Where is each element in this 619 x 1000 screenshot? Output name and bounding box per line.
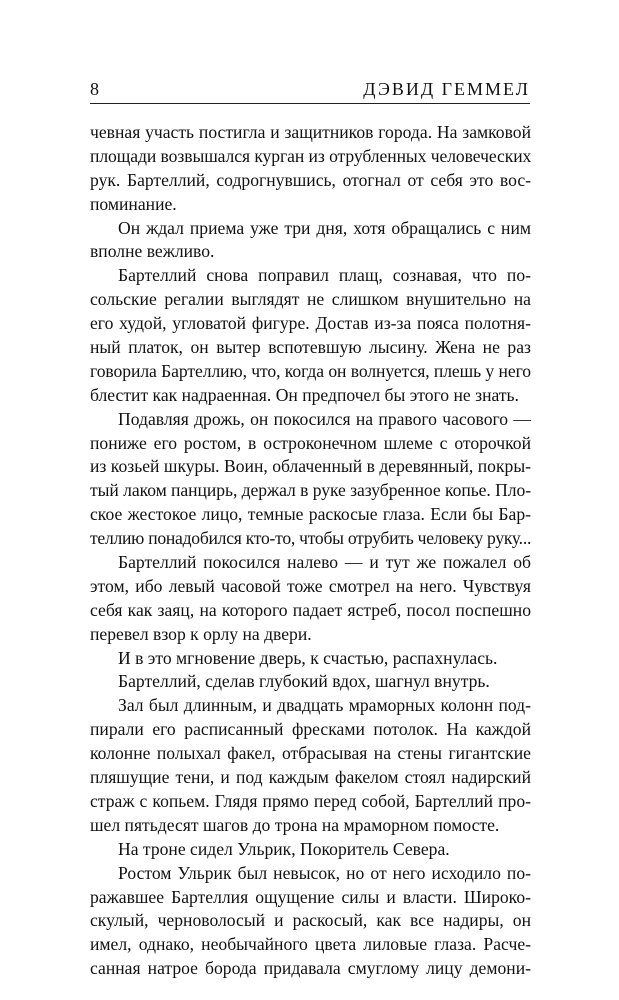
text-line: Ростом Ульрик был невысок, но от него исходило по- bbox=[118, 862, 531, 883]
text-line: Зал был длинным, и двадцать мраморных колонн под- bbox=[118, 695, 531, 716]
running-head-author: ДЭВИД ГЕММЕЛ bbox=[363, 79, 530, 99]
text-line: Бартеллий покосился налево — и тут же пожалел об bbox=[118, 552, 531, 573]
text-line: блестит как надраенная. Он предпочел бы этого не знать. bbox=[90, 384, 519, 405]
text-line: санная натрое борода придавала смуглому лицу демони- bbox=[90, 958, 531, 979]
text-line: ражавшее Бартеллия ощущение силы и власти. Широко- bbox=[90, 886, 531, 907]
text-line: его худой, угловатой фигуре. Достав из-за пояса полотня- bbox=[90, 313, 531, 334]
text-line: тый лаком панцирь, держал в руке зазубренное копье. Пло- bbox=[90, 480, 532, 501]
body-text bbox=[90, 121, 531, 981]
text-line: На троне сидел Ульрик, Покоритель Севера. bbox=[118, 838, 450, 859]
text-line: рук. Бартеллий, содрогнувшись, отогнал от себя это вос- bbox=[90, 169, 531, 190]
text-line: поминание. bbox=[90, 193, 177, 214]
page-header bbox=[90, 78, 530, 106]
page-number: 8 bbox=[90, 79, 99, 99]
text-line: себя как заяц, на которого падает ястреб, посол поспешно bbox=[90, 599, 531, 620]
text-line: вполне вежливо. bbox=[90, 241, 215, 262]
text-line: имел, однако, необычайного цвета лиловые глаза. Расче- bbox=[90, 934, 531, 955]
text-line: страж с копьем. Глядя прямо перед собой, Бартеллий про- bbox=[90, 790, 531, 811]
text-line: скулый, черноволосый и раскосый, как все надиры, он bbox=[90, 910, 531, 931]
text-line: И в это мгновение дверь, к счастью, распахнулась. bbox=[118, 647, 498, 668]
text-line: этом, ибо левый часовой тоже смотрел на него. Чувствуя bbox=[90, 575, 531, 596]
text-line: шел пятьдесят шагов до трона на мраморном помосте. bbox=[90, 814, 500, 835]
text-line: ный платок, он вытер вспотевшую лысину. Жена не раз bbox=[90, 337, 531, 358]
text-line: теллию понадобился кто-то, чтобы отрубить человеку руку... bbox=[90, 528, 532, 549]
text-line: чевная участь постигла и защитников города. На замковой bbox=[90, 122, 531, 142]
text-line: пирали его расписанный фресками потолок. На каждой bbox=[90, 719, 531, 740]
text-line: перевел взор к орлу на двери. bbox=[90, 623, 312, 644]
header-rule bbox=[90, 103, 530, 104]
text-line: пляшущие тени, и под каждым факелом стоял надирский bbox=[90, 767, 531, 788]
text-line: Он ждал приема уже три дня, хотя обращались с ним bbox=[118, 217, 531, 238]
text-line: площади возвышался курган из отрубленных человеческих bbox=[90, 145, 532, 166]
text-line: колонне полыхал факел, отбрасывая на стены гигантские bbox=[90, 743, 531, 764]
text-line: Бартеллий, сделав глубокий вдох, шагнул внутрь. bbox=[118, 671, 490, 692]
text-line: говорила Бартеллию, что, когда он волнуется, плешь у него bbox=[90, 360, 531, 381]
text-line: Бартеллий снова поправил плащ, сознавая, что по- bbox=[118, 265, 531, 286]
text-line: сольские регалии выглядят не слишком внушительно на bbox=[90, 289, 531, 310]
text-line: из козьей шкуры. Воин, облаченный в деревянный, покры- bbox=[90, 456, 531, 477]
text-line: пониже его ростом, в остроконечном шлеме с оторочкой bbox=[90, 432, 531, 453]
text-line: Подавляя дрожь, он покосился на правого часового — bbox=[118, 408, 531, 429]
text-line: ское жестокое лицо, темные раскосые глаза. Если бы Бар- bbox=[90, 504, 531, 525]
